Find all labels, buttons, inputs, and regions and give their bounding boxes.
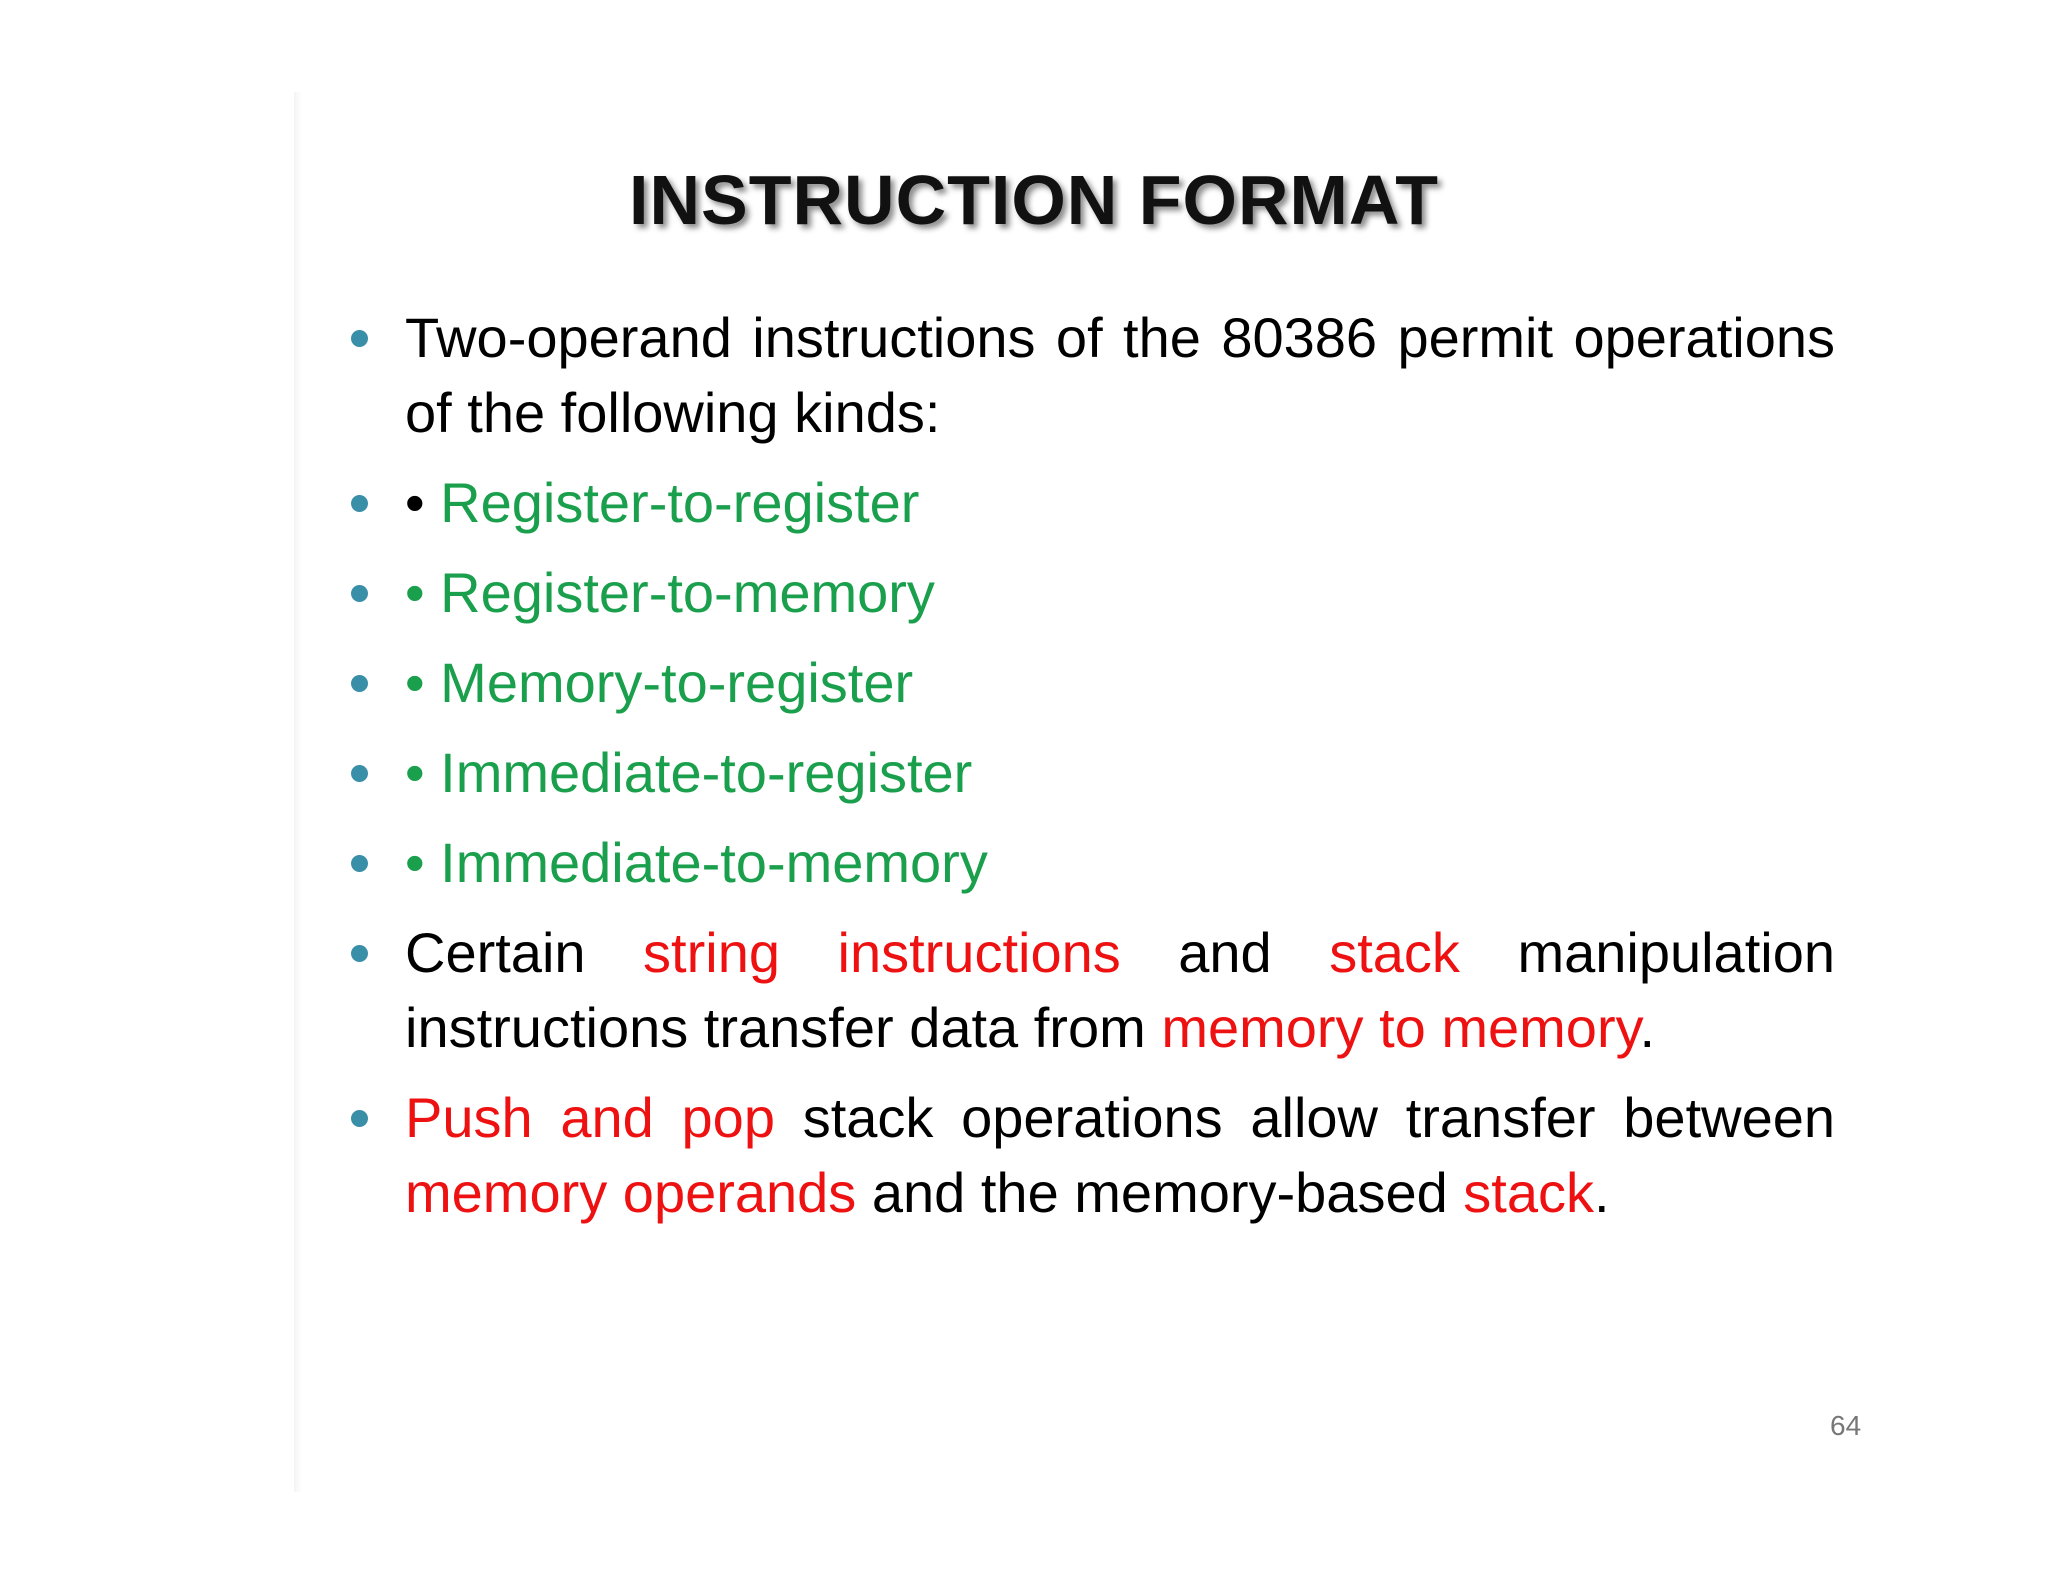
bullet-text: . [1594,1161,1610,1224]
slide-title: INSTRUCTION FORMAT [629,161,1439,239]
page-number: 64 [1830,1410,1862,1441]
bullet-text: Two-operand instructions of the 80386 permit operations of the following kinds: [405,306,1835,444]
bullet-list [345,300,1835,1245]
bullet-immediate-to-register [345,735,1835,810]
bullet-immediate-to-memory [345,825,1835,900]
bullet-text: • Memory-to-register [405,651,914,714]
bullet-string-instructions [345,915,1835,1065]
bullet-text: • Immediate-to-register [405,741,973,804]
bullet-register-to-memory [345,555,1835,630]
bullet-text: Certain [405,921,644,984]
sub-bullet-dot: • [405,471,441,534]
slide-left-edge [294,92,302,1492]
bullet-two-operand [345,300,1835,450]
bullet-text: • Immediate-to-memory [405,831,988,894]
highlight-push-and-pop: Push and pop [405,1086,775,1149]
highlight-string-instructions: string instructions [643,921,1121,984]
bullet-push-pop [345,1080,1835,1230]
highlight-memory-to-memory: memory to memory [1161,996,1640,1059]
highlight-stack: stack [1329,921,1460,984]
bullet-text: Register-to-register [440,471,920,534]
highlight-memory-operands: memory operands [405,1161,857,1224]
bullet-register-to-register [345,465,1835,540]
highlight-stack: stack [1463,1161,1594,1224]
bullet-text: manipulation instructions transfer data from [405,921,1835,1059]
bullet-memory-to-register [345,645,1835,720]
bullet-text: • Register-to-memory [405,561,935,624]
bullet-text: . [1639,996,1656,1059]
bullet-text: and the memory-based [856,1161,1464,1224]
bullet-text: and [1120,921,1330,984]
bullet-text: stack operations allow transfer between [774,1086,1836,1149]
